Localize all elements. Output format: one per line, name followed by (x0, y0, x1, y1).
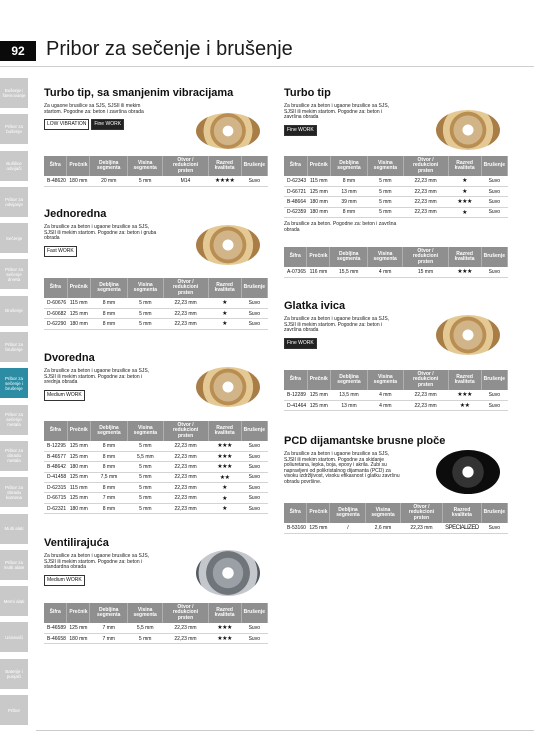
table-cell: 8 mm (90, 298, 127, 308)
table-cell: ★ (208, 493, 241, 503)
column-header: Prečnik (67, 278, 90, 298)
table-cell: ★ (208, 308, 241, 318)
table-cell: 4 mm (368, 390, 403, 400)
table-cell: 2,6 mm (366, 523, 400, 533)
column-header: Debljina segmenta (330, 156, 367, 176)
spec-table (284, 247, 508, 278)
table-cell: ★ (208, 298, 241, 308)
table-cell: ★★★★ (208, 176, 241, 186)
section-description: Za brusilice za beton i ugaone brusilice sa SJS, SJSII ili mekim startom. Pogodne za: beton i završna obrada (284, 316, 390, 334)
table-cell: 125 mm (67, 472, 90, 482)
table-cell: 125 mm (67, 441, 90, 451)
section-description: Za ugaone brusilice sa SJS, SJSII ili mekim startom. Pogodne za: beton i završna obrada (44, 103, 144, 115)
column-header: Razred kvaliteta (448, 247, 481, 267)
section-title: Jednoredna (44, 208, 107, 220)
table-cell: 180 mm (307, 207, 330, 217)
table-cell: 22,23 mm (163, 493, 208, 503)
fine-work-badge: Fine WORK (91, 119, 124, 130)
table-cell: 5 mm (368, 186, 403, 196)
table-cell: Suvo (241, 176, 267, 186)
table-cell: 39 mm (330, 197, 367, 207)
table-cell: 22,23 mm (163, 472, 208, 482)
table-row (44, 176, 268, 186)
table-cell: ★ (448, 207, 481, 217)
column-header: Prečnik (67, 156, 90, 176)
column-header: Brušenje (241, 603, 267, 623)
table-cell: 8 mm (90, 483, 127, 493)
table-cell: 22,23 mm (400, 523, 443, 533)
table-cell: ★★★ (208, 441, 241, 451)
table-cell: 7,5 mm (90, 472, 127, 482)
table-cell: 5 mm (127, 176, 162, 186)
table-cell: 5 mm (128, 462, 163, 472)
column-header: Brušenje (241, 421, 267, 441)
table-cell: 22,23 mm (163, 298, 208, 308)
table-cell: 5 mm (128, 483, 163, 493)
sidebar-tab[interactable]: Pribor za sečenje metala (0, 405, 28, 435)
column-header: Šifra (284, 503, 307, 523)
table-cell: 125 mm (67, 451, 90, 461)
table-cell: 8 mm (90, 441, 127, 451)
table-cell: 116 mm (307, 267, 330, 277)
column-header: Razred kvaliteta (208, 603, 241, 623)
section-description: Za brusilice za beton. Pogodne za: beton i završna obrada (284, 221, 397, 233)
table-cell: 115 mm (307, 176, 330, 186)
table-row (44, 472, 268, 482)
table-cell: 180 mm (67, 319, 90, 329)
table-cell: ★★★ (208, 462, 241, 472)
product-code: B-46589 (44, 623, 67, 633)
table-cell: 125 mm (67, 493, 90, 503)
sidebar-tab[interactable]: Usisivači (0, 622, 28, 652)
table-cell: 180 mm (307, 197, 330, 207)
column-header: Razred kvaliteta (448, 156, 481, 176)
title-divider (0, 66, 534, 67)
table-cell: Suvo (481, 207, 507, 217)
table-cell: 22,23 mm (403, 186, 448, 196)
table-cell: 8 mm (90, 319, 127, 329)
product-code: B-48620 (44, 176, 67, 186)
sidebar-tab[interactable]: Pribor za bušenje (0, 114, 28, 144)
table-cell: 5 mm (128, 441, 163, 451)
table-cell: 7 mm (90, 493, 127, 503)
column-header: Razred kvaliteta (443, 503, 481, 523)
product-code: B-12289 (284, 390, 307, 400)
section-ventilirajuca (44, 537, 159, 586)
table-cell: 125 mm (307, 390, 330, 400)
table-cell: 7 mm (90, 623, 127, 633)
table-cell: 8 mm (90, 451, 127, 461)
sidebar-tab[interactable]: Pribor (0, 695, 28, 725)
product-code: D-60682 (44, 308, 67, 318)
table-cell: 5 mm (128, 298, 163, 308)
table-row (44, 633, 268, 643)
column-header: Debljina segmenta (90, 421, 127, 441)
column-header: Razred kvaliteta (208, 278, 241, 298)
table-row (44, 308, 268, 318)
column-header: Šifra (44, 421, 67, 441)
section-title: Turbo tip (284, 87, 331, 99)
column-header: Brušenje (241, 156, 267, 176)
product-code: D-62343 (284, 176, 307, 186)
table-cell: 180 mm (67, 176, 90, 186)
column-header: Visina segmenta (128, 278, 163, 298)
section-description: Za brusilice za beton i ugaone brusilice sa SJS, SJSII ili mekim startom. Pogodne za: beton i srednja obrada (44, 368, 150, 386)
table-cell: 180 mm (67, 503, 90, 513)
section-title: PCD dijamantske brusne ploče (284, 435, 446, 447)
low-vibration-badge: LOW VIBRATION (44, 119, 89, 130)
table-cell: Suvo (481, 186, 507, 196)
product-code: D-62290 (44, 319, 67, 329)
spec-table (284, 370, 508, 411)
section-description: Za brusilice za beton i ugaone brusilice sa SJS, SJSII ili mekim startom. Pogodne za: beton i standardna obrada (44, 553, 150, 571)
column-header: Razred kvaliteta (208, 421, 241, 441)
sidebar-tab[interactable]: Brušenje (0, 296, 28, 326)
table-cell: 8 mm (90, 503, 127, 513)
table-row (284, 197, 508, 207)
sidebar-tab[interactable]: Sečenje (0, 223, 28, 253)
product-code: B-12295 (44, 441, 67, 451)
table-cell: Suvo (241, 483, 267, 493)
table-cell: 22,23 mm (163, 451, 208, 461)
table-cell: 22,23 mm (163, 503, 208, 513)
column-header: Šifra (284, 156, 307, 176)
column-header: Prečnik (307, 503, 330, 523)
fine-work-badge: Fine WORK (284, 338, 317, 349)
table-cell: 5 mm (368, 197, 403, 207)
table-cell: 5 mm (368, 207, 403, 217)
column-header: Razred kvaliteta (208, 156, 241, 176)
section-dvoredna (44, 352, 159, 401)
table-cell: 22,23 mm (163, 483, 208, 493)
column-header: Brušenje (481, 503, 507, 523)
section-pcd (284, 435, 445, 486)
table-cell: 5 mm (127, 633, 162, 643)
table-cell: ★★★ (448, 197, 481, 207)
spec-table (284, 503, 508, 534)
column-header: Prečnik (307, 247, 330, 267)
sidebar-tab[interactable]: Pribor za multi alate (0, 550, 28, 580)
table-cell: 5 mm (128, 308, 163, 318)
column-header: Šifra (284, 247, 307, 267)
spec-table (44, 156, 268, 187)
column-header: Visina segmenta (127, 603, 162, 623)
table-cell: Suvo (481, 267, 507, 277)
table-row (44, 623, 268, 633)
column-header: Razred kvaliteta (448, 370, 481, 390)
column-header: Debljina segmenta (330, 503, 366, 523)
table-cell: 13 mm (330, 186, 367, 196)
table-cell: 5 mm (128, 472, 163, 482)
product-code: B-48642 (44, 462, 67, 472)
product-code: B-46658 (44, 633, 67, 643)
table-cell: Suvo (241, 298, 267, 308)
table-row (284, 186, 508, 196)
table-cell: 22,23 mm (163, 633, 208, 643)
table-row (284, 390, 508, 400)
product-code: A-07365 (284, 267, 307, 277)
column-header: Debljina segmenta (330, 370, 367, 390)
table-cell: 15,5 mm (330, 267, 367, 277)
page-number: 92 (0, 41, 36, 61)
column-header: Prečnik (67, 603, 90, 623)
product-code: B-46577 (44, 451, 67, 461)
table-cell: Suvo (241, 319, 267, 329)
sidebar-tab[interactable]: Pribor za obradu metala (0, 441, 28, 471)
spec-table (44, 278, 268, 330)
table-cell: 13,5 mm (330, 390, 367, 400)
column-header: Šifra (44, 156, 67, 176)
table-row (284, 176, 508, 186)
table-row (284, 267, 508, 277)
sidebar-tab[interactable]: Bušenje i štemovanje (0, 78, 28, 108)
table-cell: 22,23 mm (403, 207, 448, 217)
table-cell: 22,23 mm (403, 400, 448, 410)
column-header: Visina segmenta (368, 156, 403, 176)
table-cell: 7 mm (90, 633, 127, 643)
sidebar-tab[interactable]: Pribor za obradu kamena (0, 477, 28, 507)
product-code: D-41458 (44, 472, 67, 482)
section-title: Ventilirajuća (44, 537, 109, 549)
table-cell: ★ (448, 176, 481, 186)
table-cell: 8 mm (330, 207, 367, 217)
sidebar-tab[interactable]: Multi alati (0, 514, 28, 544)
medium-work-badge: Medium WORK (44, 390, 85, 401)
column-header: Prečnik (307, 156, 330, 176)
product-code: D-62315 (44, 483, 67, 493)
table-cell: Suvo (241, 308, 267, 318)
column-header: Prečnik (307, 370, 330, 390)
table-cell: ★★ (448, 400, 481, 410)
section-title: Dvoredna (44, 352, 95, 364)
footer-divider (36, 730, 534, 731)
table-cell: 4 mm (368, 400, 403, 410)
sidebar-tab-active[interactable]: Pribor za sečenje i brušenje (0, 368, 28, 398)
table-cell: 5 mm (128, 493, 163, 503)
table-row (44, 483, 268, 493)
column-header: Visina segmenta (367, 247, 402, 267)
table-cell: 15 mm (403, 267, 448, 277)
table-cell: Suvo (481, 523, 507, 533)
product-code: D-66721 (284, 186, 307, 196)
turbo-disc-image (196, 113, 260, 149)
sidebar-tab[interactable]: Merni alati (0, 586, 28, 616)
sidebar-tab[interactable]: Pribor za brušenje (0, 332, 28, 362)
turbo-disc-image (436, 110, 500, 150)
table-row (44, 451, 268, 461)
product-code: D-41464 (284, 400, 307, 410)
table-cell: 125 mm (307, 523, 330, 533)
sidebar-tab[interactable]: Bušilice odvijači (0, 151, 28, 181)
table-cell: Suvo (241, 441, 267, 451)
fast-work-badge: Fast WORK (44, 246, 77, 257)
table-row (44, 319, 268, 329)
sidebar-tab[interactable]: Baterije i punjači (0, 659, 28, 689)
column-header: Brušenje (241, 278, 267, 298)
table-row (44, 441, 268, 451)
sidebar-tab[interactable]: Pribor za sečenje drveta (0, 259, 28, 289)
table-cell: 5 mm (368, 176, 403, 186)
table-cell: M14 (163, 176, 208, 186)
table-cell: Suvo (241, 493, 267, 503)
table-cell: 4 mm (367, 267, 402, 277)
table-cell: 22,23 mm (403, 390, 448, 400)
table-cell: 22,23 mm (163, 308, 208, 318)
product-code: B-53160 (284, 523, 307, 533)
table-cell: ★ (208, 319, 241, 329)
table-cell: / (330, 523, 366, 533)
table-cell: ★ (208, 503, 241, 513)
column-header: Brušenje (481, 247, 507, 267)
table-cell: 8 mm (90, 462, 127, 472)
table-cell: 22,23 mm (163, 623, 208, 633)
table-cell: 125 mm (307, 186, 330, 196)
ventilirajuca-disc-image (196, 550, 260, 596)
table-cell: 8 mm (90, 308, 127, 318)
column-header: Šifra (44, 603, 67, 623)
column-header: Šifra (284, 370, 307, 390)
table-cell: 5,5 mm (127, 623, 162, 633)
medium-work-badge: Medium WORK (44, 575, 85, 586)
table-cell: 22,23 mm (403, 197, 448, 207)
glatka-disc-image (436, 315, 500, 355)
section-jednoredna (44, 208, 159, 257)
jednoredna-disc-image (196, 225, 260, 265)
sidebar-tab[interactable]: Pribor za odvijanje (0, 187, 28, 217)
table-cell: ★★★ (448, 390, 481, 400)
table-cell: Suvo (241, 472, 267, 482)
table-cell: Suvo (481, 400, 507, 410)
column-header: Otvor / redukcioni prsten (403, 247, 448, 267)
table-cell: Suvo (241, 451, 267, 461)
table-cell: 20 mm (90, 176, 127, 186)
table-cell: 22,23 mm (163, 441, 208, 451)
section-description: Za brusilice za beton i ugaone brusilice sa SJS, SJSII ili mekim startom. Pogodne za: beton i završna obrada (284, 103, 390, 121)
table-cell: ★★★ (208, 451, 241, 461)
table-cell: 22,23 mm (403, 176, 448, 186)
pcd-disc-image (436, 450, 500, 494)
table-cell: 125 mm (67, 623, 90, 633)
table-cell: ★ (448, 186, 481, 196)
column-header: Debljina segmenta (90, 156, 127, 176)
product-code: D-62321 (44, 503, 67, 513)
table-cell: ★★★ (208, 623, 241, 633)
table-cell: 115 mm (67, 298, 90, 308)
fine-work-badge: Fine WORK (284, 125, 317, 136)
table-cell: ★★★ (448, 267, 481, 277)
column-header: Otvor / redukcioni prsten (400, 503, 443, 523)
table-row (44, 503, 268, 513)
table-cell: 125 mm (67, 308, 90, 318)
product-code: B-48664 (284, 197, 307, 207)
spec-table (44, 603, 268, 644)
table-cell: SPECIALIZED (443, 523, 481, 533)
section-concrete (284, 222, 399, 233)
section-glatka-ivica (284, 300, 399, 349)
column-header: Otvor / redukcioni prsten (163, 278, 208, 298)
dvoredna-disc-image (196, 367, 260, 407)
table-cell: 22,23 mm (163, 319, 208, 329)
spec-table (284, 156, 508, 218)
table-row (44, 493, 268, 503)
column-header: Otvor / redukcioni prsten (403, 156, 448, 176)
table-row (44, 298, 268, 308)
table-cell: ★ (208, 483, 241, 493)
column-header: Otvor / redukcioni prsten (163, 421, 208, 441)
table-row (284, 523, 508, 533)
table-cell: 180 mm (67, 633, 90, 643)
table-cell: Suvo (241, 633, 267, 643)
table-cell: 8 mm (330, 176, 367, 186)
product-code: D-66715 (44, 493, 67, 503)
section-turbo (284, 87, 399, 136)
column-header: Brušenje (481, 370, 507, 390)
column-header: Otvor / redukcioni prsten (163, 156, 208, 176)
table-cell: 5,5 mm (128, 451, 163, 461)
column-header: Otvor / redukcioni prsten (403, 370, 448, 390)
column-header: Debljina segmenta (330, 247, 367, 267)
table-cell: 180 mm (67, 462, 90, 472)
section-title: Turbo tip, sa smanjenim vibracijama (44, 87, 234, 99)
column-header: Visina segmenta (127, 156, 162, 176)
column-header: Šifra (44, 278, 67, 298)
table-cell: 125 mm (307, 400, 330, 410)
section-title: Glatka ivica (284, 300, 346, 312)
category-sidebar (0, 78, 28, 728)
table-cell: 5 mm (128, 503, 163, 513)
column-header: Brušenje (481, 156, 507, 176)
column-header: Prečnik (67, 421, 90, 441)
table-cell: 5 mm (128, 319, 163, 329)
table-cell: ★★ (208, 472, 241, 482)
table-cell: ★★★ (208, 633, 241, 643)
table-cell: 115 mm (67, 483, 90, 493)
table-cell: 22,23 mm (163, 462, 208, 472)
table-row (44, 462, 268, 472)
product-code: D-62359 (284, 207, 307, 217)
table-cell: Suvo (481, 176, 507, 186)
column-header: Debljina segmenta (90, 603, 127, 623)
table-cell: Suvo (241, 503, 267, 513)
spec-table (44, 421, 268, 514)
section-description: Za brusilice za beton i ugaone brusilice sa SJS, SJSII ili mekim startom. Pogodne za: beton i gruba obrada (44, 224, 157, 242)
table-cell: Suvo (481, 390, 507, 400)
page-title: Pribor za sečenje i brušenje (46, 38, 293, 60)
table-cell: Suvo (241, 462, 267, 472)
column-header: Otvor / redukcioni prsten (163, 603, 208, 623)
section-description: Za brusilice za beton i ugaone brusilice sa SJS, SJSII ili mekim startom. Pogodne za skidanje poliuretana, lepka, boja, epoxy i akrila. Zubi su napravljeni od polikristalnog dijamanta (PCD) za visoku izdržljivost, visoku efikasnost i glatku završnu obradu površine. (284, 451, 400, 485)
table-cell: 13 mm (330, 400, 367, 410)
table-row (284, 400, 508, 410)
column-header: Visina segmenta (128, 421, 163, 441)
column-header: Visina segmenta (366, 503, 400, 523)
table-cell: Suvo (241, 623, 267, 633)
column-header: Debljina segmenta (90, 278, 127, 298)
column-header: Visina segmenta (368, 370, 403, 390)
table-cell: Suvo (481, 197, 507, 207)
table-row (284, 207, 508, 217)
product-code: D-60676 (44, 298, 67, 308)
